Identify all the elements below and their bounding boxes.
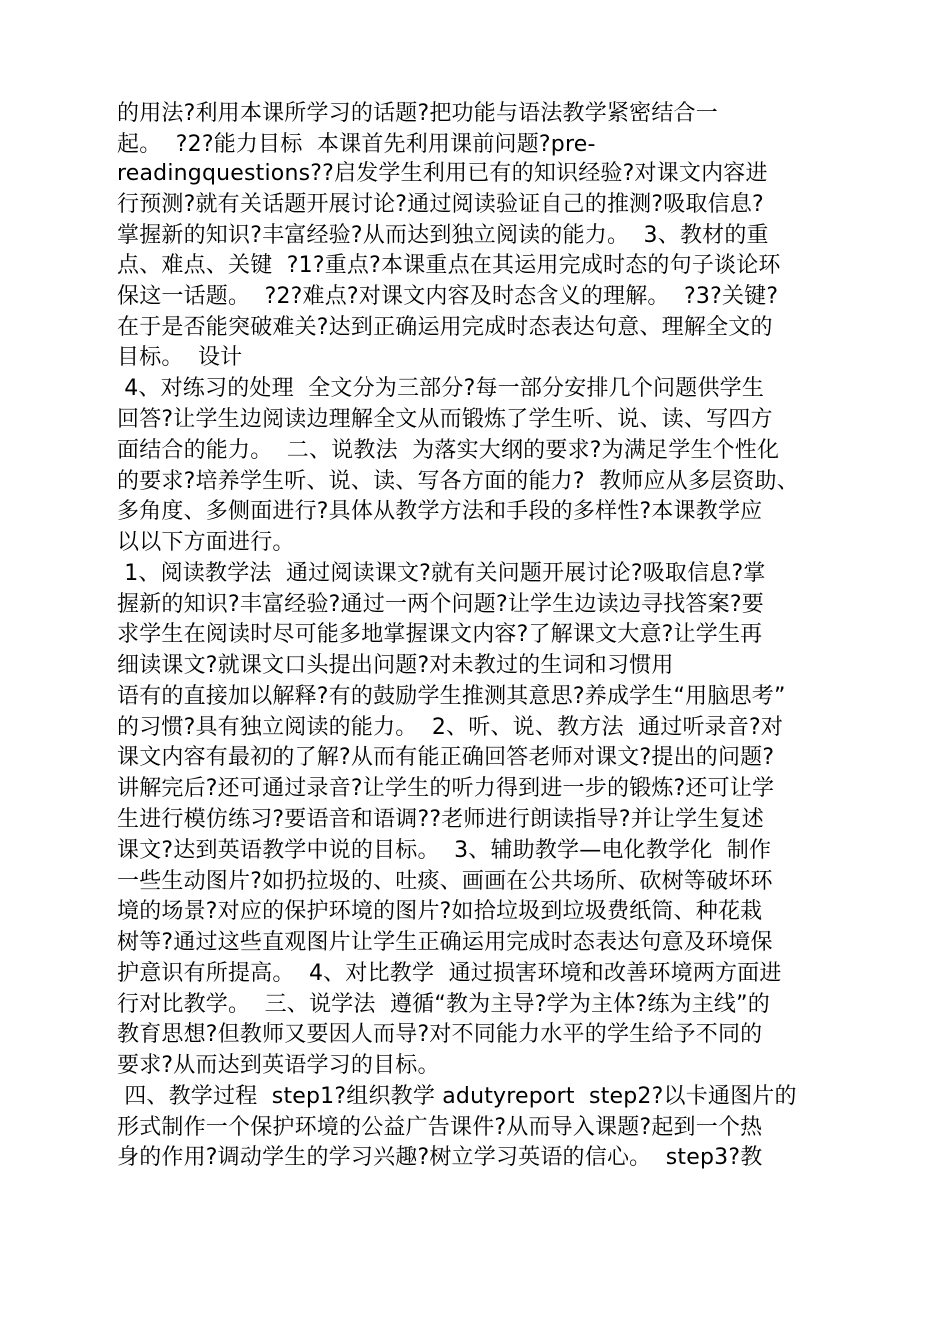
text-line: 四、教学过程 step1?组织教学 adutyreport step2?以卡通图片的 [117, 1084, 797, 1109]
text-line: 生进行模仿练习?要语音和语调??老师进行朗读指导?并让学生复述 [117, 807, 764, 832]
text-line: 课文?达到英语教学中说的目标。 3、辅助教学—电化教学化 制作 [117, 838, 772, 863]
text-line: 护意识有所提高。 4、对比教学 通过损害环境和改善环境两方面进 [117, 961, 782, 986]
text-line: 境的场景?对应的保护环境的图片?如拾垃圾到垃圾费纸筒、种花栽 [117, 899, 763, 924]
text-line: 1、阅读教学法 通过阅读课文?就有关问题开展讨论?吸取信息?掌 [117, 561, 766, 586]
text-line: 多角度、多侧面进行?具体从教学方法和手段的多样性?本课教学应 [117, 499, 763, 524]
text-line: 语有的直接加以解释?有的鼓励学生推测其意思?养成学生“用脑思考” [117, 684, 786, 709]
text-line: 求学生在阅读时尽可能多地掌握课文内容?了解课文大意?让学生再 [117, 622, 763, 647]
text-line: 4、对练习的处理 全文分为三部分?每一部分安排几个问题供学生 [117, 376, 765, 401]
text-line: 行预测?就有关话题开展讨论?通过阅读验证自己的推测?吸取信息? [117, 192, 764, 217]
text-line: 回答?让学生边阅读边理解全文从而锻炼了学生听、说、读、写四方 [117, 407, 773, 432]
text-line: readingquestions??启发学生利用已有的知识经验?对课文内容进 [117, 161, 768, 186]
text-line: 行对比教学。 三、说学法 遵循“教为主导?学为主体?练为主线”的 [117, 992, 770, 1017]
text-line: 起。 ?2?能力目标 本课首先利用课前问题?pre- [117, 132, 596, 157]
text-line: 一些生动图片?如扔拉圾的、吐痰、画画在公共场所、砍树等破坏环 [117, 869, 773, 894]
text-line: 的要求?培养学生听、说、读、写各方面的能力? 教师应从多层资助、 [117, 469, 799, 494]
text-line: 课文内容有最初的了解?从而有能正确回答老师对课文?提出的问题? [117, 745, 775, 770]
text-line: 讲解完后?还可通过录音?让学生的听力得到进一步的锻炼?还可让学 [117, 776, 775, 801]
text-line: 以以下方面进行。 [117, 530, 295, 555]
text-line: 的习惯?具有独立阅读的能力。 2、听、说、教方法 通过听录音?对 [117, 715, 784, 740]
text-line: 面结合的能力。 二、说教法 为落实大纲的要求?为满足学生个性化 [117, 438, 780, 463]
text-line: 教育思想?但教师又要因人而导?对不同能力水平的学生给予不同的 [117, 1022, 763, 1047]
text-line: 身的作用?调动学生的学习兴趣?树立学习英语的信心。 step3?教 [117, 1145, 763, 1170]
text-line: 保这一话题。 ?2?难点?对课文内容及时态含义的理解。 ?3?关键? [117, 284, 779, 309]
text-line: 形式制作一个保护环境的公益广告课件?从而导入课题?起到一个热 [117, 1115, 763, 1140]
text-line: 握新的知识?丰富经验?通过一两个问题?让学生边读边寻找答案?要 [117, 592, 764, 617]
text-line: 细读课文?就课文口头提出问题?对未教过的生词和习惯用 [117, 653, 674, 678]
text-line: 目标。 设计 [117, 345, 243, 370]
text-line: 的用法?利用本课所学习的话题?把功能与语法教学紧密结合一 [117, 101, 718, 126]
text-line: 要求?从而达到英语学习的目标。 [117, 1053, 440, 1078]
text-line: 树等?通过这些直观图片让学生正确运用完成时态表达句意及环境保 [117, 930, 773, 955]
text-line: 点、难点、关键 ?1?重点?本课重点在其运用完成时态的句子谈论环 [117, 253, 781, 278]
text-line: 在于是否能突破难关?达到正确运用完成时态表达句意、理解全文的 [117, 315, 773, 340]
text-line: 掌握新的知识?丰富经验?从而达到独立阅读的能力。 3、教材的重 [117, 223, 769, 248]
